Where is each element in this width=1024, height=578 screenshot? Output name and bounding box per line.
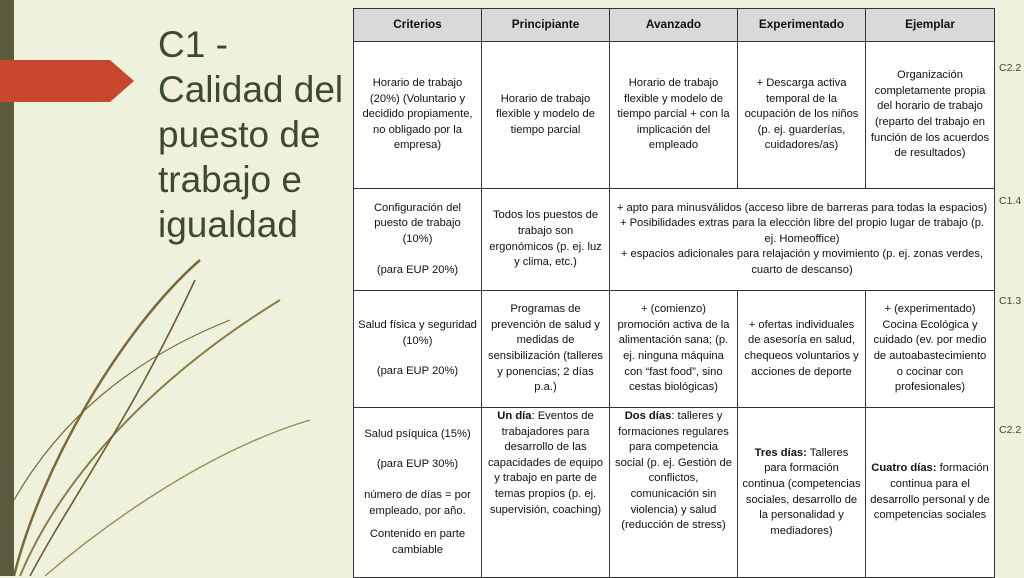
- cell-criterio: [354, 189, 482, 291]
- criterio-nota: número de días = por empleado, por año.: [364, 488, 471, 517]
- cell-criterio: [354, 408, 482, 578]
- table-row: [354, 291, 995, 408]
- merged-line: + apto para minusválidos (acceso libre de barreras para todas la espacios): [616, 201, 988, 214]
- cell-experimentado: + Descarga activa temporal de la ocupación de los niños (p. ej. guarderías, cuidadores/as): [738, 42, 866, 189]
- side-code: C1.3: [999, 295, 1022, 307]
- cell-criterio: Horario de trabajo (20%) (Voluntario y decidido propiamente, no obligado por la empresa): [354, 42, 482, 189]
- criterio-eup: (para EUP 30%): [376, 458, 459, 471]
- criterio-nota2: Contenido en parte cambiable: [369, 528, 466, 556]
- cell-principiante: Todos los puestos de trabajo son ergonómicos (p. ej. luz y clima, etc.): [482, 189, 610, 291]
- rubric-table-container: [353, 8, 994, 574]
- cell-text: Talleres para formación continua (competencias sociales, desarrollo de la personalidad y mediadores): [742, 446, 861, 537]
- side-code: C2.2: [999, 424, 1022, 436]
- slide-title: C1 - Calidad del puesto de trabajo e igualdad: [158, 24, 344, 245]
- merged-line: + espacios adicionales para relajación y movimiento (p. ej. zonas verdes, cuarto de descanso): [620, 248, 984, 276]
- days-label: Tres días:: [754, 446, 807, 459]
- cell-avanzado: Horario de trabajo flexible y modelo de tiempo parcial + con la implicación del empleado: [610, 42, 738, 189]
- header-experimentado: Experimentado: [738, 9, 866, 42]
- title-accent-arrow: [0, 60, 110, 102]
- criterio-eup: (para EUP 20%): [376, 365, 459, 378]
- merged-line: + Posibilidades extras para la elección libre del propio lugar de trabajo (p. ej. Homeoffice): [619, 217, 985, 245]
- cell-text: formación continua para el desarrollo personal y de competencias sociales: [870, 462, 990, 522]
- header-avanzado: Avanzado: [610, 9, 738, 42]
- cell-experimentado: + ofertas individuales de asesoría en salud, chequeos voluntarios y acciones de deporte: [738, 291, 866, 408]
- cell-principiante: Programas de prevención de salud y medidas de sensibilización (talleres y ponencias; 2 días p.a.): [482, 291, 610, 408]
- criterio-eup: (para EUP 20%): [376, 263, 459, 276]
- cell-ejemplar: [866, 408, 995, 578]
- header-principiante: Principiante: [482, 9, 610, 42]
- side-code: C1.4: [999, 195, 1022, 207]
- side-code: C2.2: [999, 62, 1022, 74]
- cell-text: : talleres y formaciones regulares para competencia social (p. ej. Gestión de conflictos, comunicación sin violencia) y salud (reducción de stress): [615, 410, 732, 532]
- cell-merged-levels: [610, 189, 995, 291]
- cell-principiante: [482, 408, 610, 578]
- cell-experimentado: [738, 408, 866, 578]
- criterio-text: Salud física y seguridad (10%): [358, 319, 477, 347]
- table-row: [354, 189, 995, 291]
- days-label: Un día: [497, 410, 532, 422]
- criterio-text: Configuración del puesto de trabajo (10%): [373, 201, 462, 245]
- cell-ejemplar: Organización completamente propia del horario de trabajo (reparto del trabajo en función de los acuerdos de resultados): [866, 42, 995, 189]
- cell-text: : Eventos de trabajadores para desarrollo de las capacidades de equipo y trabajo en parte de temas propios (p. ej. supervisión, coaching): [487, 410, 604, 516]
- table-row: [354, 408, 995, 578]
- table-row: [354, 42, 995, 189]
- cell-principiante: Horario de trabajo flexible y modelo de tiempo parcial: [482, 42, 610, 189]
- header-criterios: Criterios: [354, 9, 482, 42]
- days-label: Dos días: [624, 410, 672, 422]
- header-ejemplar: Ejemplar: [866, 9, 995, 42]
- rubric-table: [353, 8, 995, 578]
- cell-avanzado: [610, 408, 738, 578]
- criterio-text: Salud psíquica (15%): [364, 427, 471, 440]
- cell-criterio: [354, 291, 482, 408]
- cell-ejemplar: + (experimentado) Cocina Ecológica y cuidado (ev. por medio de autoabastecimiento o cocinar con profesionales): [866, 291, 995, 408]
- table-header-row: [354, 9, 995, 42]
- days-label: Cuatro días:: [871, 462, 937, 475]
- cell-avanzado: + (comienzo) promoción activa de la alimentación sana; (p. ej. ninguna máquina con “fast food”, sino cestas biológicas): [610, 291, 738, 408]
